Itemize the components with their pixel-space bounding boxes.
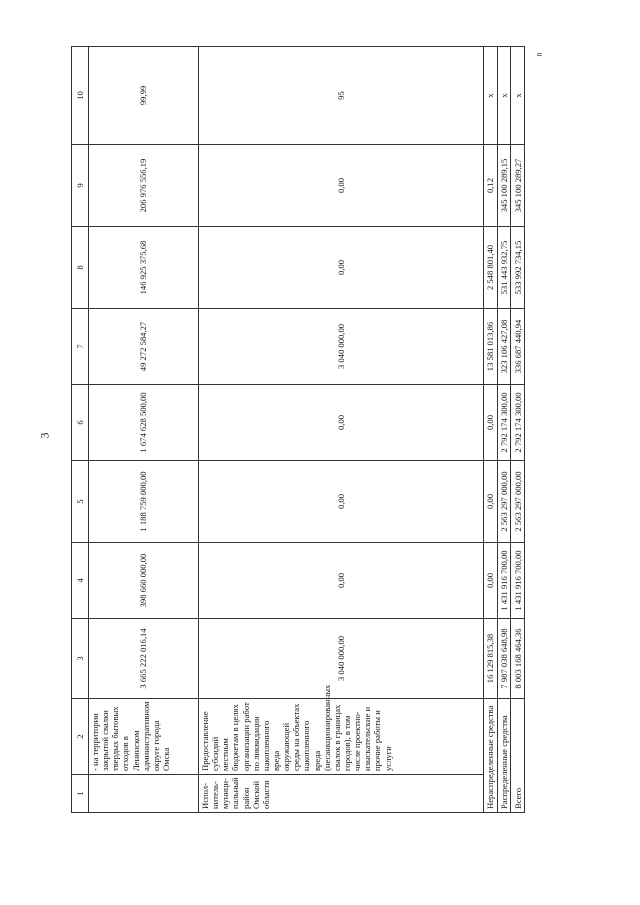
value-cell: 0,00 [199, 461, 484, 543]
value-cell: 99,99 [89, 47, 199, 145]
value-cell: 1 431 916 700,00 [497, 543, 511, 619]
budget-table [71, 46, 525, 813]
value-cell: 323 106 427,08 [497, 309, 511, 385]
value-cell: 345 100 289,27 [511, 145, 525, 227]
total-row-all [511, 47, 525, 813]
table-row [199, 47, 484, 813]
value-cell: х [497, 47, 511, 145]
total-row-undistributed [484, 47, 498, 813]
header-cell: 2 [72, 699, 89, 775]
header-cell: 10 [72, 47, 89, 145]
value-cell: 398 660 000,00 [89, 543, 199, 619]
value-cell: 49 272 584,27 [89, 309, 199, 385]
header-row [72, 47, 89, 813]
header-cell: 5 [72, 461, 89, 543]
header-cell: 9 [72, 145, 89, 227]
header-cell: 7 [72, 309, 89, 385]
value-cell: 0,00 [484, 461, 498, 543]
value-cell: 345 100 289,15 [497, 145, 511, 227]
value-cell: 0,00 [199, 227, 484, 309]
value-cell: 1 431 916 700,00 [511, 543, 525, 619]
total-row-distributed [497, 47, 511, 813]
value-cell: 95 [199, 47, 484, 145]
value-cell: 2 563 297 000,00 [497, 461, 511, 543]
value-cell: 533 992 734,15 [511, 227, 525, 309]
value-cell: 8 003 168 464,36 [511, 619, 525, 699]
value-cell: 0,00 [199, 543, 484, 619]
value-cell: 0,12 [484, 145, 498, 227]
header-cell: 8 [72, 227, 89, 309]
total-label: Нераспределенные средства [484, 699, 498, 813]
value-cell: 16 129 815,38 [484, 619, 498, 699]
value-cell: 0,00 [199, 145, 484, 227]
total-label: Распределенные средства [497, 699, 511, 813]
value-cell: 3 040 000,00 [199, 309, 484, 385]
value-cell: 206 976 556,19 [89, 145, 199, 227]
value-cell: 7 987 038 648,98 [497, 619, 511, 699]
value-cell: 13 581 013,86 [484, 309, 498, 385]
value-cell: 2 548 801,40 [484, 227, 498, 309]
header-cell: 1 [72, 775, 89, 813]
value-cell: х [484, 47, 498, 145]
budget-table-sheet [71, 47, 525, 813]
corner-mark: n [534, 52, 544, 57]
value-cell: 531 443 932,75 [497, 227, 511, 309]
value-cell: 146 925 375,68 [89, 227, 199, 309]
value-cell: 2 563 297 000,00 [511, 461, 525, 543]
value-cell: 3 040 000,00 [199, 619, 484, 699]
page-number: 3 [37, 432, 52, 439]
measure-cell: - на территории закрытой свалки твердых бытовых отходов в Ленинском административном округе города Омска [89, 699, 199, 775]
executor-cell [89, 775, 199, 813]
value-cell: 2 792 174 300,00 [497, 385, 511, 461]
measure-cell: Предоставление субсидий местным бюджетам в целях организации работ по ликвидации накопленного вреда окружающей среды на объектах накопленного вреда (несанкционированных свалок в границах городов), в том числе проектно-изыскательские и прочие работы и услуги [199, 699, 484, 775]
total-label: Всего [511, 699, 525, 813]
header-cell: 4 [72, 543, 89, 619]
value-cell: 0,00 [484, 543, 498, 619]
header-cell: 3 [72, 619, 89, 699]
value-cell: х [511, 47, 525, 145]
value-cell: 336 687 440,94 [511, 309, 525, 385]
value-cell: 0,00 [199, 385, 484, 461]
value-cell: 3 665 222 016,14 [89, 619, 199, 699]
value-cell: 2 792 174 300,00 [511, 385, 525, 461]
value-cell: 1 188 759 000,00 [89, 461, 199, 543]
executor-cell: Испол-нитель-муници-пальный район Омской области [199, 775, 484, 813]
value-cell: 1 674 628 500,00 [89, 385, 199, 461]
table-row [89, 47, 199, 813]
value-cell: 0,00 [484, 385, 498, 461]
header-cell: 6 [72, 385, 89, 461]
